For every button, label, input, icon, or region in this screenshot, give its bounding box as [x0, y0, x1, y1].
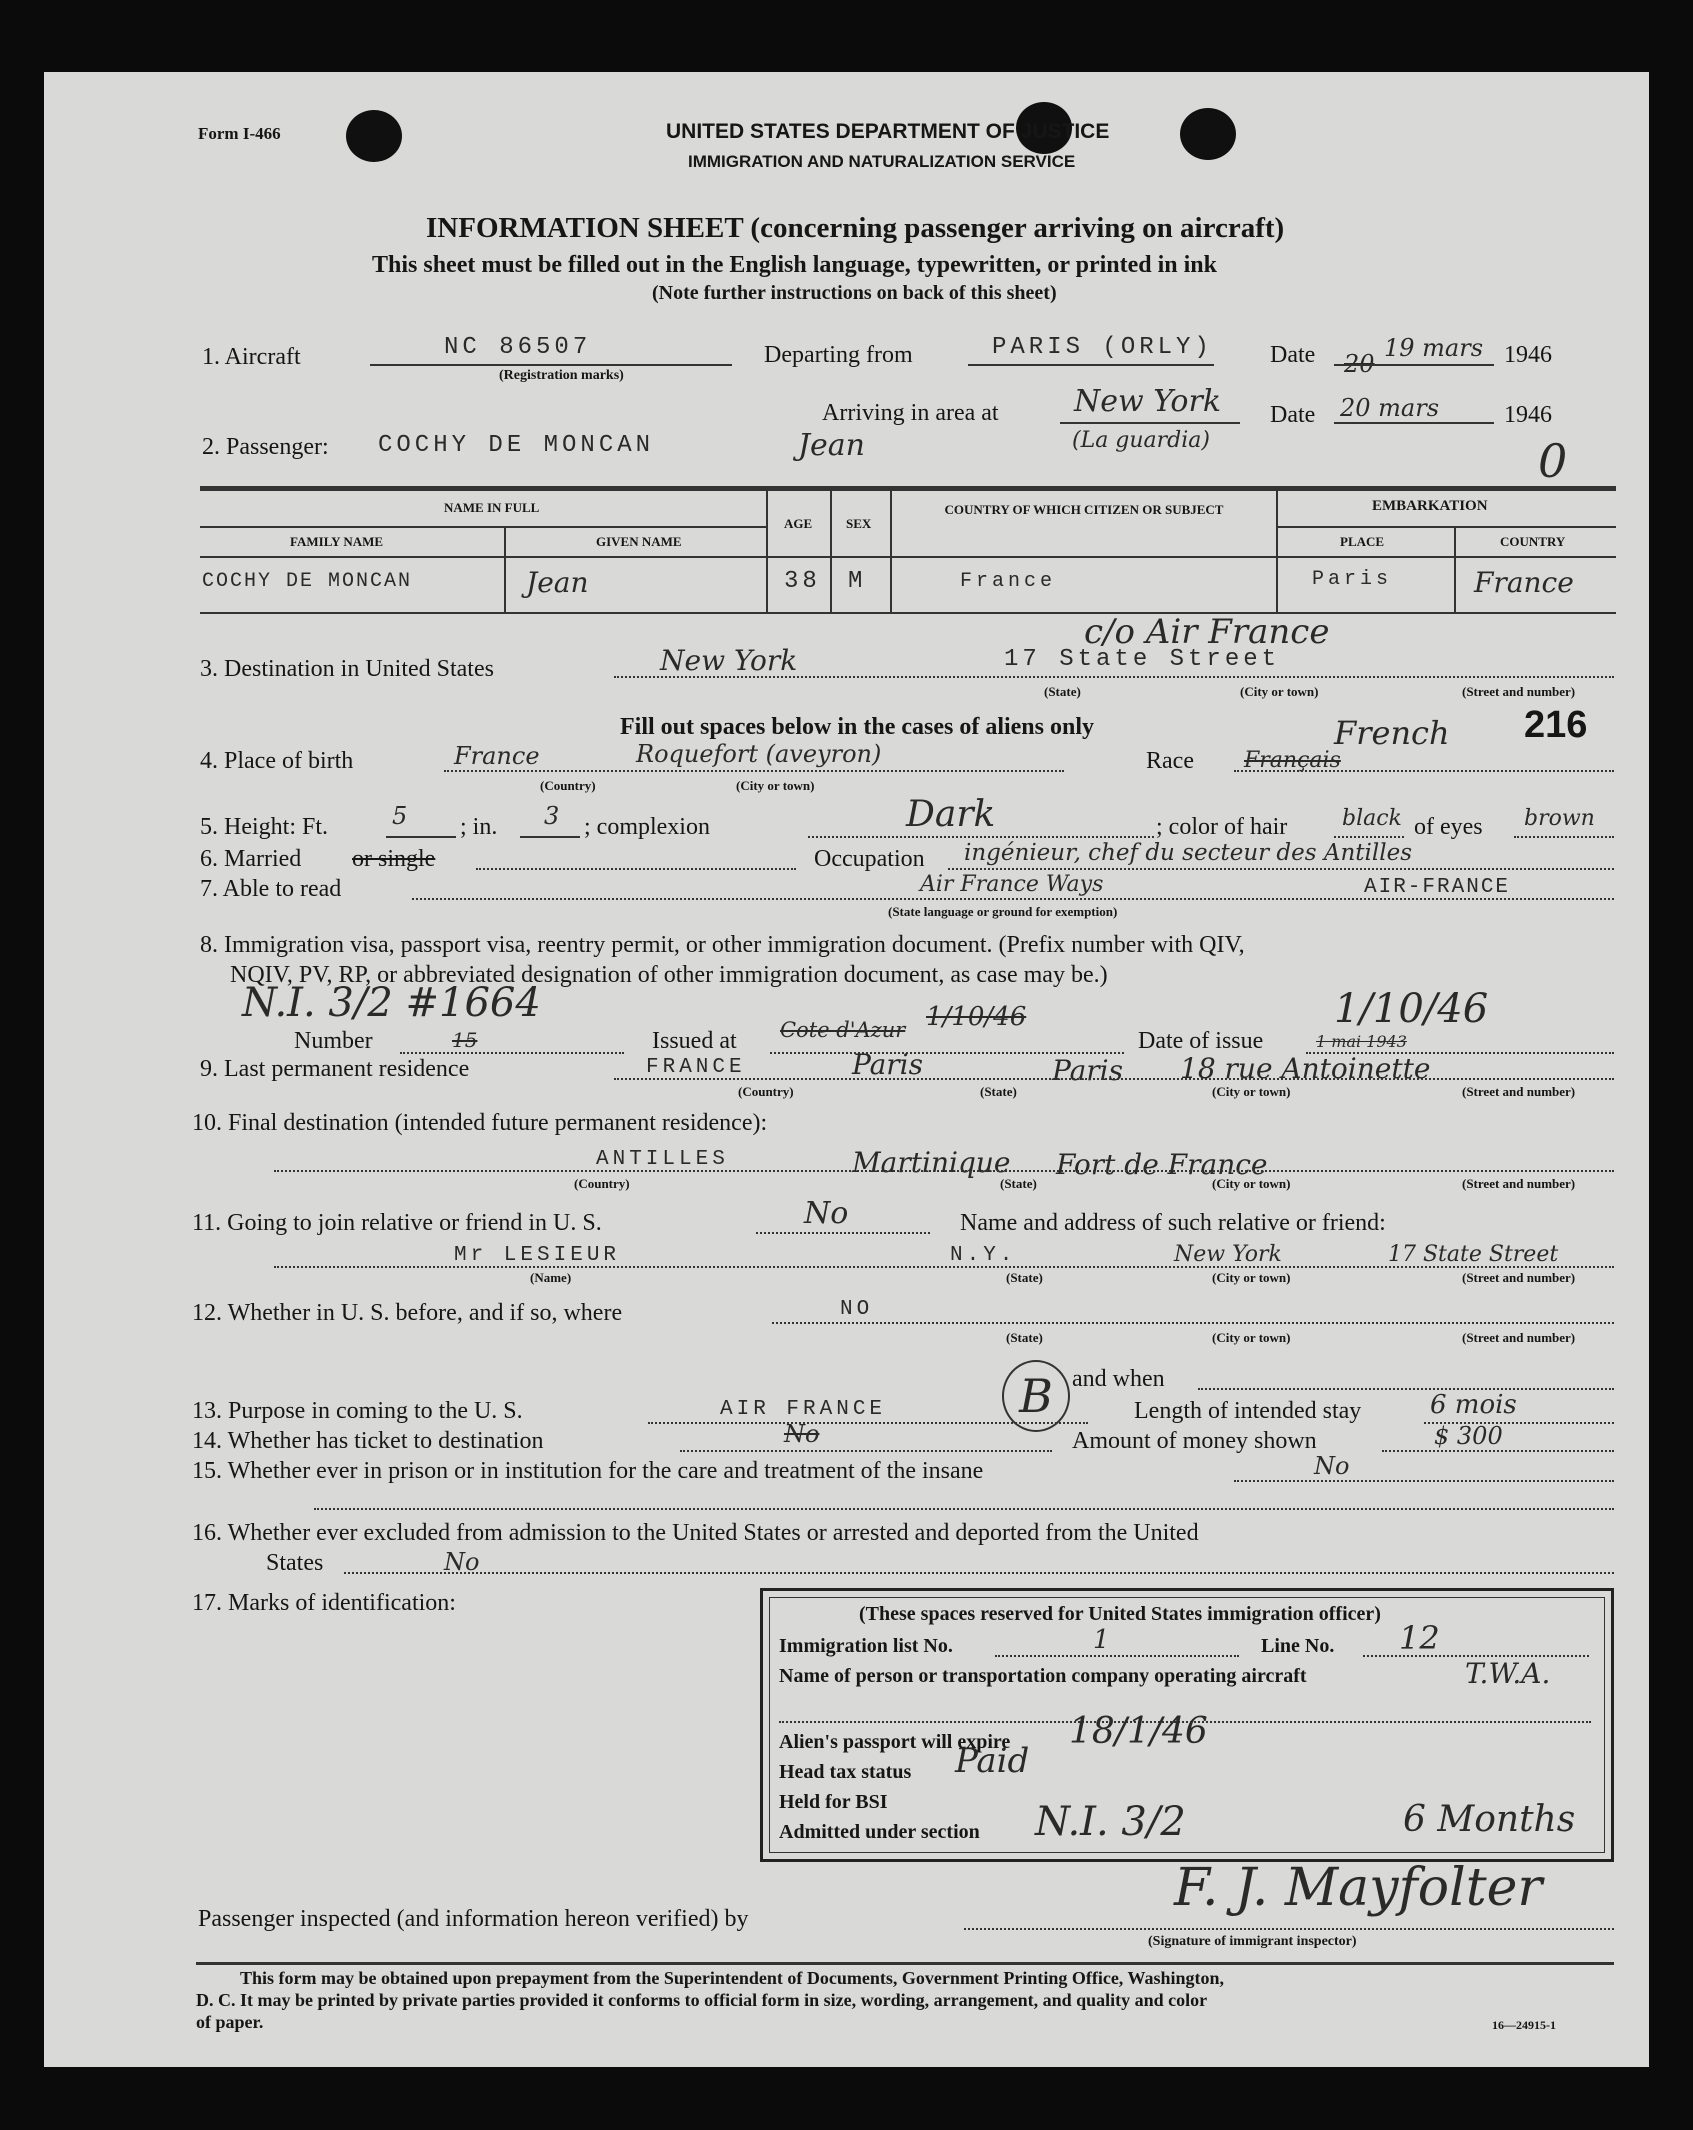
q9-cap-state: (State) — [980, 1084, 1017, 1099]
list-no-value: 1 — [1093, 1625, 1110, 1655]
q5-eyes-label: of eyes — [1414, 814, 1483, 840]
q5-eyes: brown — [1524, 806, 1595, 831]
q16-label-2: States — [266, 1550, 324, 1576]
footer-code: 16—24915-1 — [1492, 2018, 1556, 2032]
bsi-label: Held for BSI — [779, 1791, 888, 1813]
page-title: INFORMATION SHEET (concerning passenger arriving on aircraft) — [426, 212, 1285, 244]
q5-complexion: Dark — [906, 794, 996, 835]
arriving-value: New York — [1074, 384, 1221, 419]
signature-caption: (Signature of immigrant inspector) — [1148, 1934, 1357, 1949]
arrive-date-label: Date — [1270, 402, 1316, 428]
q11-label: 11. Going to join relative or friend in U. S. — [192, 1210, 602, 1236]
q8-number-label: Number — [294, 1028, 373, 1054]
q4-cap-city: (City or town) — [736, 778, 815, 793]
q5-hair-label: ; color of hair — [1156, 814, 1288, 840]
line-no-value: 12 — [1399, 1619, 1440, 1657]
inspector-signature: F. J. Mayfolter — [1174, 1858, 1543, 1918]
depart-date-label: Date — [1270, 342, 1316, 368]
q13-stay: 6 mois — [1430, 1390, 1517, 1420]
punch-hole — [1180, 108, 1236, 160]
care-of-note: c/o Air France — [1084, 612, 1330, 652]
embarkation-header: EMBARKATION — [1372, 498, 1488, 514]
passenger-family: COCHY DE MONCAN — [378, 432, 655, 459]
q17-label: 17. Marks of identification: — [192, 1590, 456, 1616]
q8-issued-label: Issued at — [652, 1028, 737, 1054]
q8-number-struck: 15 — [452, 1028, 478, 1052]
cell-citizen: France — [960, 570, 1057, 593]
q5-ft: 5 — [392, 802, 408, 830]
passport-expire-value: 18/1/46 — [1069, 1711, 1208, 1752]
information-sheet — [44, 72, 1649, 2067]
q13-stay-label: Length of intended stay — [1134, 1398, 1362, 1424]
aircraft-value: NC 86507 — [444, 334, 592, 361]
aliens-only-heading: Fill out spaces below in the cases of aliens only — [620, 714, 1095, 740]
depart-year: 1946 — [1504, 342, 1552, 368]
q8-issued-date: 1/10/46 — [926, 1002, 1027, 1032]
passenger-table — [200, 486, 1616, 614]
arriving-airport: (La guardia) — [1072, 428, 1211, 453]
q10-city: Fort de France — [1056, 1148, 1268, 1181]
footer-line-1: This form may be obtained upon prepayment from the Superintendent of Documents, Government Printing Office, Washington, — [240, 1968, 1225, 1988]
arrive-date-value: 20 mars — [1340, 394, 1440, 422]
head-tax-label: Head tax status — [779, 1761, 912, 1783]
footer-line-2: D. C. It may be printed by private parties provided it conforms to official form in size, wording, arrangement, and quality and color — [196, 1990, 1208, 2010]
place-header: PLACE — [1340, 534, 1385, 549]
department-name: UNITED STATES DEPARTMENT OF JUSTICE — [666, 120, 1110, 143]
q8-date-issue-label: Date of issue — [1138, 1028, 1264, 1054]
aircraft-label: 1. Aircraft — [202, 344, 301, 370]
service-name: IMMIGRATION AND NATURALIZATION SERVICE — [688, 152, 1076, 171]
q9-street: 18 rue Antoinette — [1180, 1052, 1431, 1085]
q6-single-label: or single — [352, 846, 436, 872]
q5-complexion-label: ; complexion — [584, 814, 710, 840]
head-tax-value: Paid — [955, 1741, 1030, 1781]
q6-occupation-label: Occupation — [814, 846, 925, 872]
sex-header: SEX — [846, 516, 872, 531]
q3-cap-street: (Street and number) — [1462, 684, 1576, 699]
q4-cap-country: (Country) — [540, 778, 596, 793]
q12-cap-city: (City or town) — [1212, 1330, 1291, 1345]
q5-label: 5. Height: Ft. — [200, 814, 329, 840]
cell-age: 38 — [784, 568, 821, 595]
q11-cap-street: (Street and number) — [1462, 1270, 1576, 1285]
q10-cap-city: (City or town) — [1212, 1176, 1291, 1191]
q8-label-2: NQIV, PV, RP, or abbreviated designation of other immigration document, as case may be.) — [230, 962, 1108, 988]
q13-stamp: B — [1002, 1360, 1070, 1432]
instructions-note: (Note further instructions on back of this sheet) — [652, 282, 1057, 304]
q8-date-issue-struck: 1 mai 1943 — [1316, 1032, 1407, 1051]
q12-cap-state: (State) — [1006, 1330, 1043, 1345]
passport-expire-label: Alien's passport will expire — [779, 1731, 1011, 1753]
q5-hair: black — [1342, 806, 1402, 831]
q13-label: 13. Purpose in coming to the U. S. — [192, 1398, 523, 1424]
arriving-label: Arriving in area at — [822, 400, 999, 426]
officer-box — [760, 1588, 1614, 1862]
q15-label: 15. Whether ever in prison or in institution for the care and treatment of the insane — [192, 1458, 984, 1484]
age-header: AGE — [784, 516, 813, 531]
q6-married-label: 6. Married — [200, 846, 302, 872]
admitted-value: N.I. 3/2 — [1035, 1799, 1186, 1845]
q14-money: $ 300 — [1434, 1422, 1503, 1450]
q4-city: Roquefort (aveyron) — [636, 740, 882, 768]
q9-state: Paris — [852, 1048, 923, 1081]
q11-cap-city: (City or town) — [1212, 1270, 1291, 1285]
q3-street: 17 State Street — [1004, 646, 1281, 673]
q10-state: Martinique — [852, 1146, 1011, 1179]
form-number: Form I-466 — [198, 124, 281, 143]
q11-name-label: Name and address of such relative or friend: — [960, 1210, 1386, 1236]
q8-date-issue: 1/10/46 — [1334, 986, 1489, 1032]
operator-label: Name of person or transportation company operating aircraft — [779, 1665, 1307, 1687]
page-subtitle: This sheet must be filled out in the English language, typewritten, or printed in ink — [372, 252, 1217, 278]
punch-hole — [346, 110, 402, 162]
departing-label: Departing from — [764, 342, 913, 368]
q10-country: ANTILLES — [596, 1148, 729, 1171]
line-no-label: Line No. — [1261, 1635, 1335, 1657]
q11-city: New York — [1174, 1242, 1282, 1267]
q9-cap-city: (City or town) — [1212, 1084, 1291, 1099]
q14-label: 14. Whether has ticket to destination — [192, 1428, 544, 1454]
q11-answer: No — [804, 1196, 849, 1231]
q7-employer: AIR-FRANCE — [1364, 876, 1511, 899]
q11-name: Mr LESIEUR — [454, 1244, 621, 1267]
passenger-label: 2. Passenger: — [202, 434, 329, 460]
inspected-label: Passenger inspected (and information hereon verified) by — [198, 1906, 749, 1932]
q8-label: 8. Immigration visa, passport visa, reentry permit, or other immigration document. (Prefix number with QIV, — [200, 932, 1245, 958]
country-header: COUNTRY — [1500, 534, 1566, 549]
q10-label: 10. Final destination (intended future permanent residence): — [192, 1110, 768, 1136]
citizen-header: COUNTRY OF WHICH CITIZEN OR SUBJECT — [944, 502, 1224, 517]
depart-date-value: 19 mars — [1384, 334, 1484, 362]
list-no-label: Immigration list No. — [779, 1635, 953, 1657]
officer-box-title: (These spaces reserved for United States immigration officer) — [859, 1603, 1381, 1625]
cell-family: COCHY DE MONCAN — [202, 570, 413, 593]
q16-answer: No — [444, 1548, 480, 1576]
q3-label: 3. Destination in United States — [200, 656, 494, 682]
q10-cap-street: (Street and number) — [1462, 1176, 1576, 1191]
q12-answer: NO — [840, 1298, 874, 1321]
cell-given: Jean — [526, 566, 589, 599]
q12-label: 12. Whether in U. S. before, and if so, where — [192, 1300, 623, 1326]
q11-cap-state: (State) — [1006, 1270, 1043, 1285]
operator-value: T.W.A. — [1465, 1657, 1551, 1690]
q8-issued-at: Cote d'Azur — [780, 1018, 906, 1042]
q9-cap-street: (Street and number) — [1462, 1084, 1576, 1099]
q14-answer: No — [784, 1420, 820, 1448]
q9-cap-country: (Country) — [738, 1084, 794, 1099]
q5-in: 3 — [544, 802, 560, 830]
q7-caption: (State language or ground for exemption) — [888, 904, 1118, 919]
cell-sex: M — [848, 568, 867, 595]
depart-date-struck: 20 — [1344, 350, 1375, 378]
footer-line-3: of paper. — [196, 2012, 264, 2032]
cell-place: Paris — [1312, 568, 1393, 591]
q7-label: 7. Able to read — [200, 876, 342, 902]
q11-state: N.Y. — [950, 1244, 1017, 1267]
admitted-period: 6 Months — [1403, 1799, 1576, 1840]
q8-document: N.I. 3/2 #1664 — [242, 980, 541, 1026]
family-name-header: FAMILY NAME — [290, 534, 384, 549]
q11-cap-name: (Name) — [530, 1270, 572, 1285]
q6-occupation: ingénieur, chef du secteur des Antilles — [964, 840, 1413, 866]
q4-label: 4. Place of birth — [200, 748, 354, 774]
q10-cap-country: (Country) — [574, 1176, 630, 1191]
q16-label: 16. Whether ever excluded from admission to the United States or arrested and deported from the United — [192, 1520, 1199, 1546]
q9-country: FRANCE — [646, 1056, 746, 1079]
check-mark: 0 — [1538, 434, 1568, 488]
registration-caption: (Registration marks) — [499, 368, 624, 383]
passenger-given: Jean — [798, 428, 865, 463]
q9-city: Paris — [1052, 1054, 1123, 1087]
given-name-header: GIVEN NAME — [596, 534, 682, 549]
q7-read: Air France Ways — [920, 872, 1104, 897]
q4-race-label: Race — [1146, 748, 1194, 774]
q9-label: 9. Last permanent residence — [200, 1056, 470, 1082]
q3-cap-state: (State) — [1044, 684, 1081, 699]
q3-state: New York — [660, 644, 798, 677]
q10-cap-state: (State) — [1000, 1176, 1037, 1191]
q12-and-when: and when — [1072, 1366, 1165, 1392]
name-in-full-header: NAME IN FULL — [444, 500, 540, 515]
q14-money-label: Amount of money shown — [1072, 1428, 1317, 1454]
q3-cap-city: (City or town) — [1240, 684, 1319, 699]
q4-country: France — [454, 742, 540, 770]
stamp-number: 216 — [1524, 704, 1588, 746]
q15-answer: No — [1314, 1452, 1350, 1480]
arrive-year: 1946 — [1504, 402, 1552, 428]
q11-street: 17 State Street — [1388, 1242, 1559, 1267]
q4-race-struck: Français — [1244, 748, 1341, 773]
admitted-label: Admitted under section — [779, 1821, 980, 1843]
q12-cap-street: (Street and number) — [1462, 1330, 1576, 1345]
q4-race: French — [1334, 714, 1450, 752]
cell-country: France — [1474, 566, 1574, 599]
departing-value: PARIS (ORLY) — [992, 334, 1213, 361]
q13-answer: AIR FRANCE — [720, 1398, 887, 1421]
q5-in-label: ; in. — [460, 814, 498, 840]
